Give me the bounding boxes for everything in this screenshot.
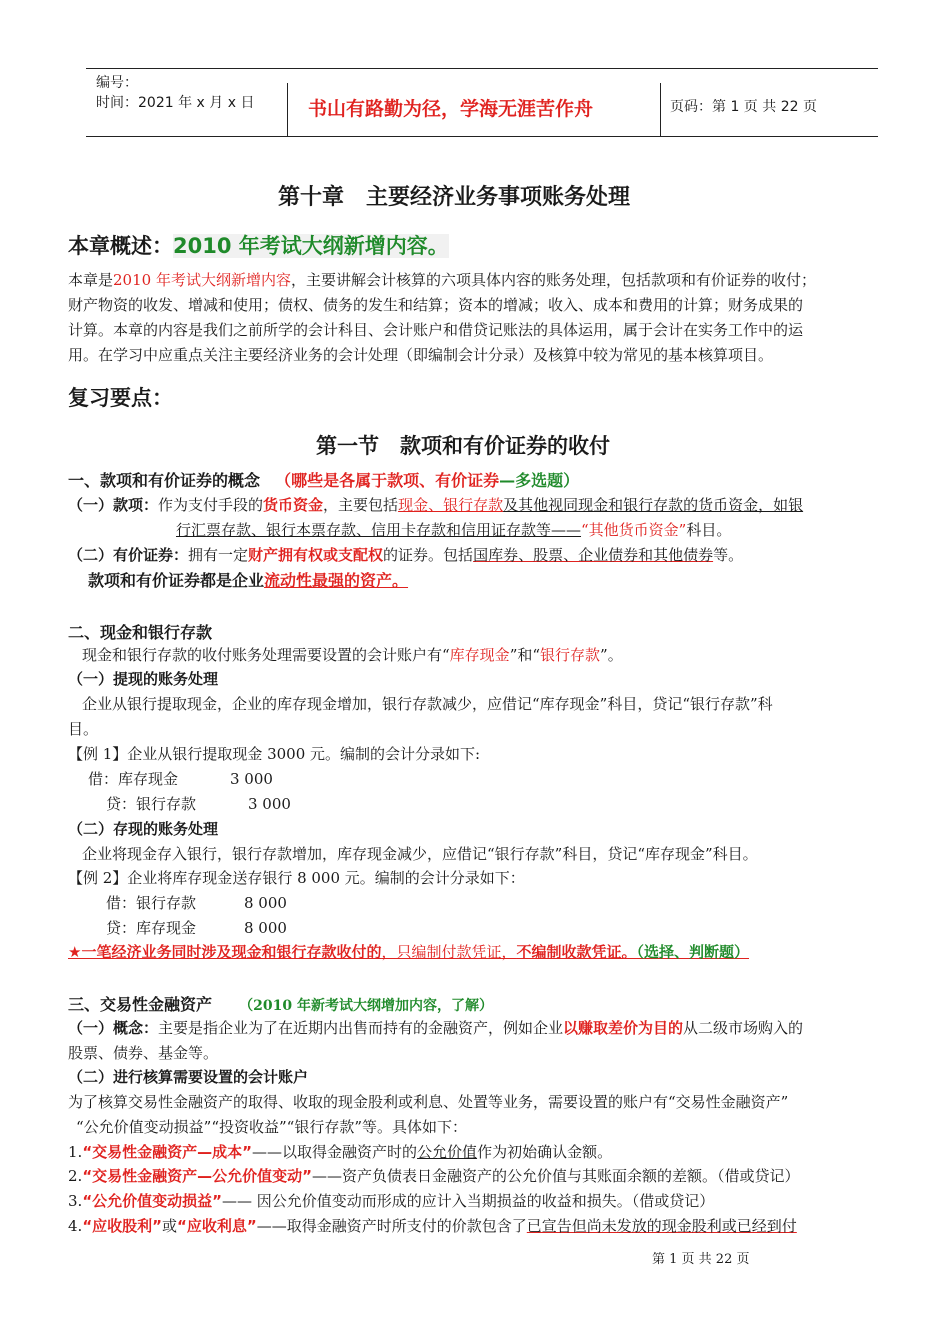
youjia-line — [68, 543, 743, 568]
i1-b: 作为初始确认金额。 — [477, 1143, 613, 1161]
s3-item-1 — [68, 1140, 612, 1165]
i2-a: ——资产负债表日金融资产的公允价值与其账面余额的差额。（借或贷记） — [312, 1167, 800, 1185]
s2-p-c: ”和“ — [509, 646, 541, 664]
s2-sub1: （一）提现的账务处理 — [68, 670, 219, 688]
s3-item-2 — [68, 1164, 800, 1189]
s3-note: （2010 年新考试大纲增加内容，了解） — [239, 998, 493, 1014]
star-c: 不编制收款凭证。 — [516, 943, 637, 961]
i1-num: 1. — [68, 1143, 83, 1161]
yj-b: 财产拥有权或支配权 — [248, 546, 384, 564]
header-divider-left — [287, 83, 288, 136]
star-b: ，只编制付款凭证， — [381, 943, 517, 961]
i1-ul: 公允价值 — [417, 1143, 478, 1161]
s1-note: （哪些是各属于款项、有价证券 — [275, 471, 500, 490]
header-number-label: 编号： — [96, 75, 138, 91]
s3-concept-a: 主要是指企业为了在近期内出售而持有的金融资产，例如企业 — [158, 1019, 564, 1037]
i4-red2: “应收利息” — [177, 1217, 257, 1235]
header-motto: 书山有路勤为径，学海无涯苦作舟 — [308, 98, 594, 120]
liquidity-line — [88, 568, 408, 591]
i1-a: ——以取得金融资产时的 — [252, 1143, 418, 1161]
ex2-credit-amount: 8 000 — [244, 919, 287, 937]
overview-heading — [68, 230, 449, 260]
s3-concept-line-1 — [68, 1016, 803, 1041]
example-1: 【例 1】企业从银行提取现金 3000 元。编制的会计分录如下: — [68, 745, 481, 763]
star-d: （选择、判断题） — [636, 943, 749, 961]
kuanxiang-line-2 — [176, 518, 731, 543]
kx-e: 及其他视同现金和银行存款的货币资金，如银 — [503, 496, 804, 514]
s3-p1: 为了核算交易性金融资产的取得、收取的现金股利或利息、处置等业务，需要设置的账户有“交易性金融资产” — [68, 1093, 789, 1111]
i4-red1: “应收股利” — [82, 1217, 163, 1235]
yj-c: 的证券。包括 — [383, 546, 474, 564]
ex2-credit: 贷：库存现金 — [106, 919, 197, 937]
s2-p-e: ”。 — [600, 646, 623, 664]
i4-mid: 或 — [162, 1217, 178, 1235]
section-title: 第一节 款项和有价证券的收付 — [316, 434, 610, 458]
i3-red: “公允价值变动损益” — [82, 1192, 223, 1210]
s3-sub2: （二）进行核算需要设置的会计账户 — [68, 1068, 309, 1086]
overview-prefix: 本章是 — [68, 271, 114, 289]
overview-line1-rest: ，主要讲解会计核算的六项具体内容的账务处理，包括款项和有价证券的收付； — [290, 271, 816, 289]
liquid-a: 款项和有价证券都是企业 — [88, 571, 265, 590]
overview-label: 本章概述： — [68, 234, 173, 258]
s2-sub1-p1: 企业从银行提取现金，企业的库存现金增加，银行存款减少，应借记“库存现金”科目，贷记“银行存款”科 — [82, 695, 773, 713]
kx-line2-red: “其他货币资金” — [581, 521, 687, 539]
yj-a: 拥有一定 — [188, 546, 249, 564]
s1-heading: 一、款项和有价证券的概念 — [68, 471, 261, 490]
s2-p-a: 现金和银行存款的收付账务处理需要设置的会计账户有“ — [82, 646, 450, 664]
s2-p-b: 库存现金 — [449, 646, 510, 664]
kx-b: 货币资金 — [263, 496, 324, 514]
i4-num: 4. — [68, 1217, 83, 1235]
s2-sub2-p: 企业将现金存入银行，银行存款增加，库存现金减少，应借记“银行存款”科目，贷记“库存现金”科目。 — [82, 845, 758, 863]
s3-p2: “公允价值变动损益”“投资收益”“银行存款”等。具体如下： — [76, 1118, 468, 1136]
s3-item-4 — [68, 1214, 797, 1239]
ex1-credit: 贷：银行存款 — [106, 795, 197, 813]
header-page-label: 页码：第 1 页 共 22 页 — [670, 99, 817, 115]
i4-ul: 已宣告但尚未发放的现金股利或已经到付 — [526, 1217, 797, 1235]
kx-c: ，主要包括 — [323, 496, 399, 514]
kx-a: 作为支付手段的 — [158, 496, 264, 514]
s3-heading: 三、交易性金融资产 — [68, 995, 213, 1014]
s2-paragraph — [82, 643, 623, 668]
s3-concept-line-2: 股票、债券、基金等。 — [68, 1044, 219, 1062]
overview-line-2: 财产物资的收发、增减和使用；债权、债务的发生和结算；资本的增减；收入、成本和费用的计算；财务成果的 — [68, 296, 804, 314]
overview-red-phrase: 2010 年考试大纲新增内容 — [113, 271, 291, 289]
kx-line2: 行汇票存款、银行本票存款、信用卡存款和信用证存款等—— — [176, 521, 582, 539]
header-top-rule — [86, 68, 878, 69]
i1-red: “交易性金融资产—成本” — [82, 1143, 253, 1161]
youjia-label: （二）有价证券： — [68, 546, 189, 564]
i4-a: ——取得金融资产时所支付的价款包含了 — [256, 1217, 527, 1235]
example-2: 【例 2】企业将库存现金送存银行 8 000 元。编制的会计分录如下： — [68, 869, 525, 887]
s2-sub2: （二）存现的账务处理 — [68, 820, 219, 838]
i2-red: “交易性金融资产—公允价值变动” — [82, 1167, 313, 1185]
chapter-title: 第十章 主要经济业务事项账务处理 — [278, 185, 631, 210]
header-time-label: 时间：2021 年 x 月 x 日 — [96, 95, 255, 111]
overview-line-1 — [68, 268, 816, 293]
ex1-debit-amount: 3 000 — [230, 770, 273, 788]
s3-concept-b: 以赚取差价为目的 — [563, 1019, 684, 1037]
overview-line-4: 用。在学习中应重点关注主要经济业务的会计处理（即编制会计分录）及核算中较为常见的基本核算项目。 — [68, 346, 774, 364]
kuanxiang-label: （一）款项： — [68, 496, 159, 514]
star-a: ★一笔经济业务同时涉及现金和银行存款收付的 — [68, 943, 382, 961]
overview-line-3: 计算。本章的内容是我们之前所学的会计科目、会计账户和借贷记账法的具体运用，属于会计在实务工作中的运 — [68, 321, 804, 339]
i3-num: 3. — [68, 1192, 83, 1210]
s1-heading-row — [68, 468, 579, 491]
s2-heading: 二、现金和银行存款 — [68, 623, 213, 642]
ex1-credit-amount: 3 000 — [248, 795, 291, 813]
overview-highlight: 2010 年考试大纲新增内容。 — [173, 234, 449, 258]
s3-concept-c: 从二级市场购入的 — [683, 1019, 804, 1037]
star-note — [68, 940, 749, 965]
kx-line2-end: 科目。 — [686, 521, 732, 539]
liquid-b: 流动性最强的资产。 — [264, 571, 409, 590]
kx-d: 现金、银行存款 — [398, 496, 504, 514]
s3-concept-label: （一）概念： — [68, 1019, 159, 1037]
yj-e: 等。 — [713, 546, 744, 564]
header-divider-right — [660, 83, 661, 136]
s2-sub1-p2: 目。 — [68, 720, 99, 738]
i3-a: —— 因公允价值变动而形成的应计入当期损益的收益和损失。（借或贷记） — [222, 1192, 715, 1210]
s3-item-3 — [68, 1189, 714, 1214]
ex1-debit: 借：库存现金 — [88, 770, 179, 788]
s1-note-green: —多选题） — [499, 471, 580, 490]
header-bottom-rule — [86, 136, 878, 137]
ex2-debit: 借：银行存款 — [106, 894, 197, 912]
kuanxiang-line-1 — [68, 493, 803, 518]
ex2-debit-amount: 8 000 — [244, 894, 287, 912]
s3-heading-row — [68, 992, 493, 1015]
page-footer: 第 1 页 共 22 页 — [652, 1252, 750, 1267]
yj-d: 国库券、股票、企业债券和其他债券 — [473, 546, 714, 564]
review-heading: 复习要点： — [68, 386, 173, 410]
i2-num: 2. — [68, 1167, 83, 1185]
s2-p-d: 银行存款 — [540, 646, 601, 664]
